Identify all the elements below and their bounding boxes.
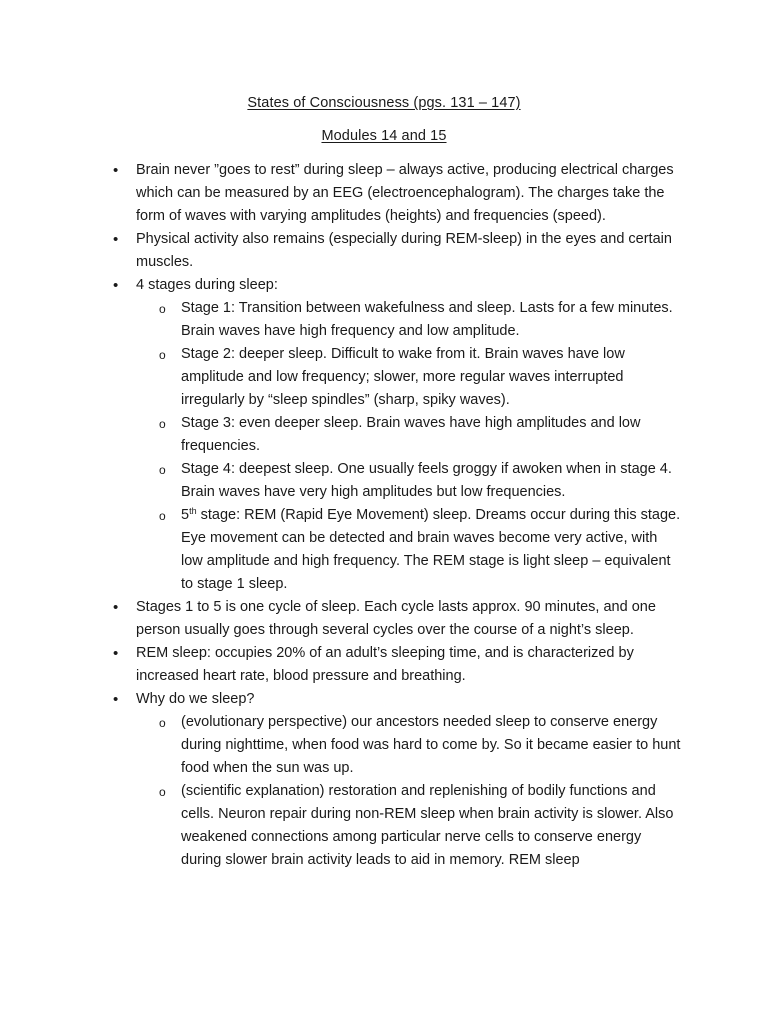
sub-list-item-text: Stage 3: even deeper sleep. Brain waves have high amplitudes and low frequencies. <box>181 415 641 454</box>
list-item-text: Stages 1 to 5 is one cycle of sleep. Each cycle lasts approx. 90 minutes, and one person usually goes through several cycles over the course of a night’s sleep. <box>136 599 656 638</box>
bullet-marker: • <box>113 599 119 616</box>
list-item-text: REM sleep: occupies 20% of an adult’s sleeping time, and is characterized by increased heart rate, blood pressure and breathing. <box>136 645 634 684</box>
sub-list-item <box>0 343 768 412</box>
sub-list-item <box>0 297 768 343</box>
list-item <box>0 228 768 274</box>
list-item <box>0 274 768 297</box>
sub-bullet-marker: o <box>159 417 166 431</box>
sub-bullet-marker: o <box>159 716 166 730</box>
sub-list-item-text <box>181 507 680 592</box>
bullet-list <box>0 159 768 872</box>
list-item-text: 4 stages during sleep: <box>136 277 278 293</box>
list-item <box>0 688 768 711</box>
sub-list-item-text: Stage 2: deeper sleep. Difficult to wake from it. Brain waves have low amplitude and low frequency; slower, more regular waves interrupted irregularly by “sleep spindles” (sharp, spiky waves). <box>181 346 625 408</box>
list-item-text: Why do we sleep? <box>136 691 255 707</box>
bullet-marker: • <box>113 231 119 248</box>
document-subtitle: Modules 14 and 15 <box>321 128 447 144</box>
sub-bullet-marker: o <box>159 509 166 523</box>
sub-bullet-marker: o <box>159 348 166 362</box>
bullet-marker: • <box>113 691 119 708</box>
document-title: States of Consciousness (pgs. 131 – 147) <box>247 95 521 111</box>
sub-list-item-text: Stage 1: Transition between wakefulness and sleep. Lasts for a few minutes. Brain waves have high frequency and low amplitude. <box>181 300 673 339</box>
stage-description: stage: REM (Rapid Eye Movement) sleep. Dreams occur during this stage. Eye movement can be detected and brain waves become very active, with low amplitude and high frequency. The REM stage is light sleep – equivalent to stage 1 sleep. <box>181 507 681 592</box>
sub-bullet-marker: o <box>159 302 166 316</box>
list-item <box>0 596 768 642</box>
sub-list-item <box>0 711 768 780</box>
sub-list-item <box>0 504 768 596</box>
sub-list-item <box>0 458 768 504</box>
sub-list-item <box>0 412 768 458</box>
sub-list-item-text: Stage 4: deepest sleep. One usually feels groggy if awoken when in stage 4. Brain waves have very high amplitudes but low frequencies. <box>181 461 672 500</box>
list-item <box>0 642 768 688</box>
sub-bullet-marker: o <box>159 463 166 477</box>
sub-list-item-text: (evolutionary perspective) our ancestors needed sleep to conserve energy during nighttime, when food was hard to come by. So it became easier to hunt food when the sun was up. <box>181 714 681 776</box>
bullet-marker: • <box>113 645 119 662</box>
ordinal-suffix: th <box>189 506 197 516</box>
list-item-text: Physical activity also remains (especially during REM-sleep) in the eyes and certain muscles. <box>136 231 672 270</box>
bullet-marker: • <box>113 162 119 179</box>
list-item <box>0 159 768 228</box>
list-item-text: Brain never ”goes to rest” during sleep – always active, producing electrical charges which can be measured by an EEG (electroencephalogram). The charges take the form of waves with varying amplitudes (heights) and frequencies (speed). <box>136 162 674 224</box>
stage-number: 5 <box>181 507 190 523</box>
sub-list-item <box>0 780 768 872</box>
bullet-marker: • <box>113 277 119 294</box>
sub-bullet-marker: o <box>159 785 166 799</box>
sub-list-item-text: (scientific explanation) restoration and replenishing of bodily functions and cells. Neuron repair during non-REM sleep when brain activity is slower. Also weakened connections among particular nerve cells to conserve energy during slower brain activity leads to aid in memory. REM sleep <box>181 783 674 868</box>
